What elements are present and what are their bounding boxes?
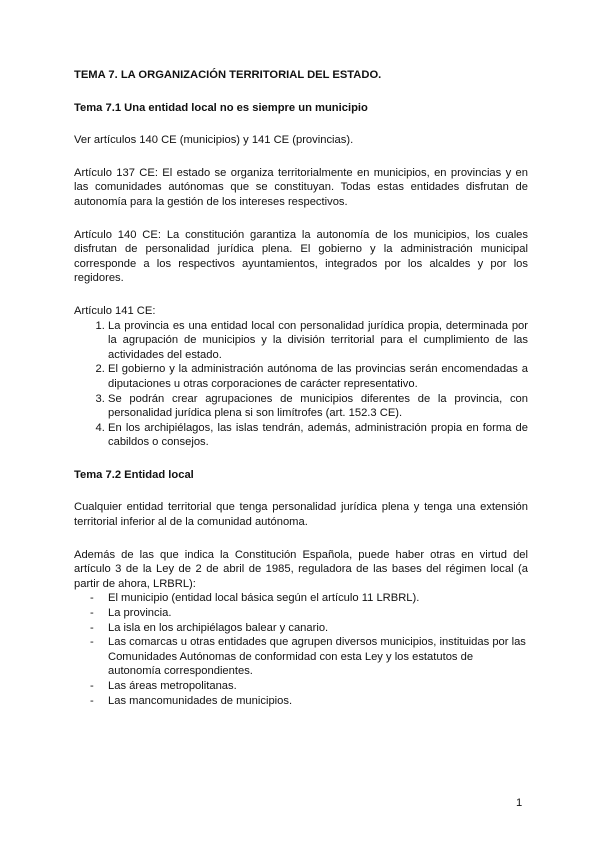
list-item: - La provincia. (74, 606, 528, 621)
list-item: - El municipio (entidad local básica según el artículo 11 LRBRL). (74, 591, 528, 606)
document-page (74, 68, 528, 708)
paragraph-articulo-141: Artículo 141 CE: (74, 304, 156, 317)
section-heading-7-1: Tema 7.1 Una entidad local no es siempre un municipio (74, 101, 368, 114)
list-item: 3. Se podrán crear agrupaciones de municipios diferentes de la provincia, con personalidad jurídica plena si son limítrofes (art. 152.3 CE). (108, 392, 528, 421)
dash-list-entidades (74, 591, 528, 708)
paragraph-articulo-137: Artículo 137 CE: El estado se organiza territorialmente en municipios, en provincias y en las comunidades autónomas que se constituyan. Todas estas entidades disfrutan de autonomía para la gestión de los intereses respectivos. (74, 166, 528, 208)
page-title: TEMA 7. LA ORGANIZACIÓN TERRITORIAL DEL ESTADO. (74, 69, 382, 81)
list-item: 1. La provincia es una entidad local con personalidad jurídica propia, determinada por la agrupación de municipios y la división territorial para el cumplimiento de las actividades del estado. (108, 319, 528, 363)
paragraph-lrbrl: Además de las que indica la Constitución Española, puede haber otras en virtud del artículo 3 de la Ley de 2 de abril de 1985, reguladora de las bases del régimen local (a partir de ahora, LRBRL): (74, 548, 528, 590)
paragraph-ver-articulos: Ver artículos 140 CE (municipios) y 141 CE (provincias). (74, 134, 354, 147)
section-heading-7-2: Tema 7.2 Entidad local (74, 468, 194, 481)
page-number: 1 (516, 797, 523, 809)
list-item: - Las mancomunidades de municipios. (74, 694, 528, 709)
list-item: - Las áreas metropolitanas. (74, 679, 528, 694)
list-item: - Las comarcas u otras entidades que agrupen diversos municipios, instituidas por las Comunidades Autónomas de conformidad con esta Ley y los estatutos de autonomía correspondientes. (74, 635, 528, 679)
list-item: 4. En los archipiélagos, las islas tendrán, además, administración propia en forma de cabildos o consejos. (108, 421, 528, 450)
paragraph-articulo-140: Artículo 140 CE: La constitución garantiza la autonomía de los municipios, los cuales disfrutan de personalidad jurídica plena. El gobierno y la administración municipal corresponde a los respectivos ayuntamientos, integrados por los alcaldes y por los regidores. (74, 228, 528, 285)
paragraph-entidad-local-definicion: Cualquier entidad territorial que tenga personalidad jurídica plena y tenga una extensión territorial inferior al de la comunidad autónoma. (74, 501, 528, 529)
list-item: 2. El gobierno y la administración autónoma de las provincias serán encomendadas a diputaciones u otras corporaciones de carácter representativo. (108, 362, 528, 391)
numbered-list-articulo-141 (74, 319, 528, 450)
list-item: - La isla en los archipiélagos balear y canario. (74, 621, 528, 636)
